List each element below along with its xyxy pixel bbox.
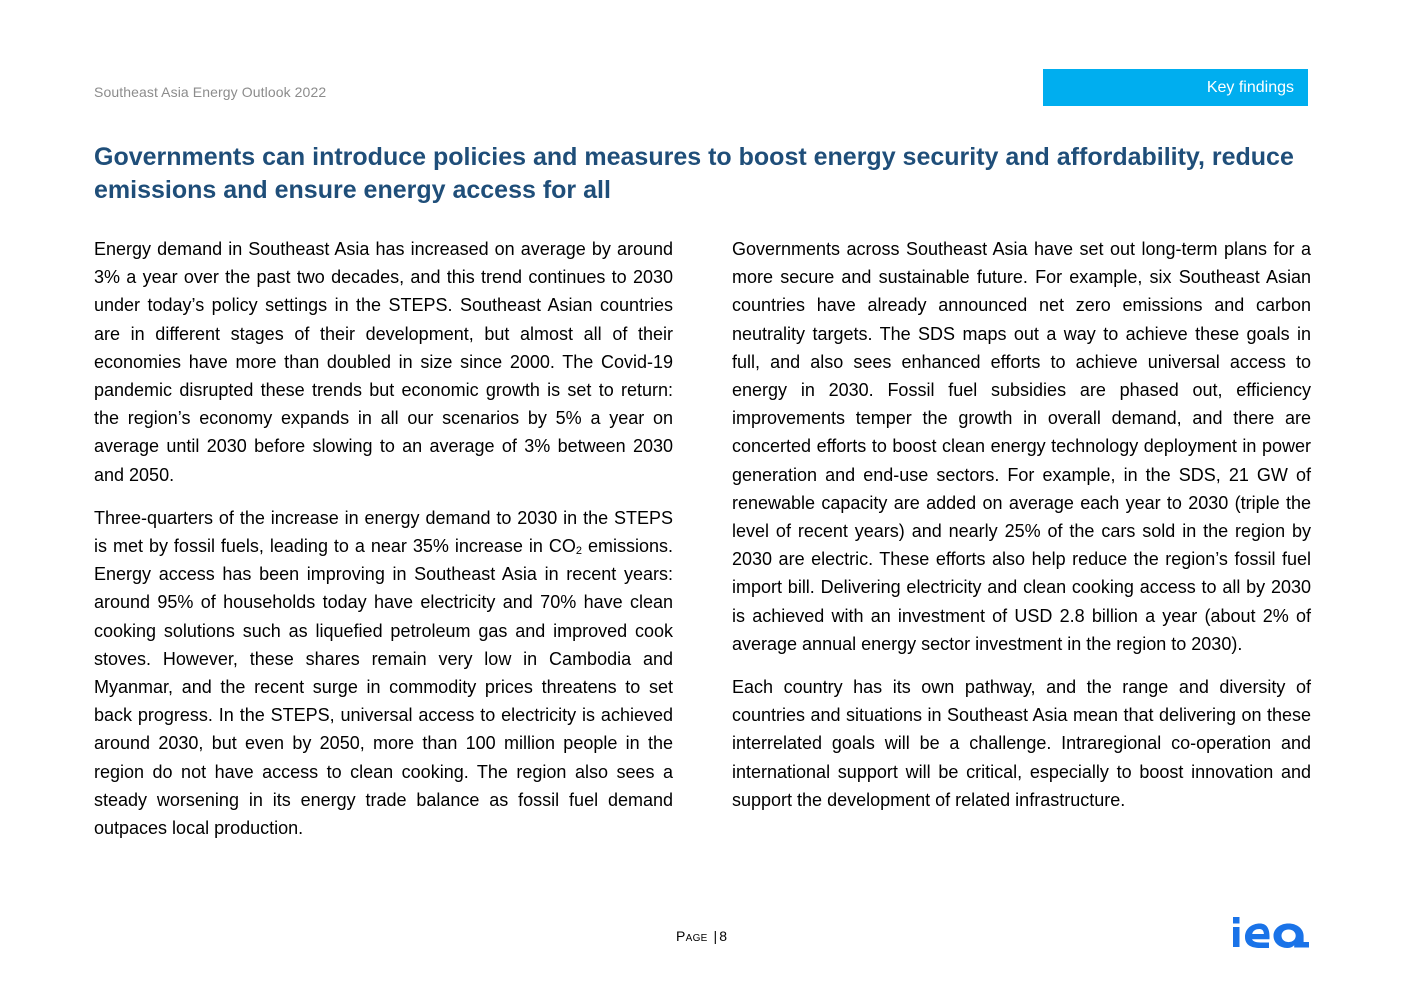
left-column: [94, 235, 673, 857]
page-separator: |: [713, 928, 718, 944]
report-title: Southeast Asia Energy Outlook 2022: [94, 84, 327, 100]
left-paragraph-2-part-2: emissions. Energy access has been improving in Southeast Asia in recent years: around 95% of households today have electricity and 70% have clean cooking solutions such as liquefied petroleum gas and improved cook stoves. However, these shares remain very low in Cambodia and Myanmar, and the recent surge in commodity prices threatens to set back progress. In the STEPS, universal access to electricity is achieved around 2030, but even by 2050, more than 100 million people in the region do not have access to clean cooking. The region also sees a steady worsening in its energy trade balance as fossil fuel demand outpaces local production.: [94, 536, 673, 839]
page-headline: Governments can introduce policies and measures to boost energy security and affordability, reduce emissions and ensure energy access for all: [94, 143, 1294, 204]
iea-logo-icon: [1232, 913, 1310, 951]
page-number: [0, 928, 1403, 944]
section-tab-key-findings: Key findings: [1043, 69, 1308, 106]
page-number-value: 8: [719, 928, 727, 944]
page-label: Page: [676, 928, 708, 944]
right-paragraph-2: Each country has its own pathway, and the range and diversity of countries and situations in Southeast Asia mean that delivering on these interrelated goals will be a challenge. Intraregional co-operation and international support will be critical, especially to boost innovation and support the development of related infrastructure.: [732, 677, 1311, 810]
right-paragraph-1: Governments across Southeast Asia have set out long-term plans for a more secure and sustainable future. For example, six Southeast Asian countries have already announced net zero emissions and carbon neutrality targets. The SDS maps out a way to achieve these goals in full, and also sees enhanced efforts to achieve universal access to energy in 2030. Fossil fuel subsidies are phased out, efficiency improvements temper the growth in overall demand, and there are concerted efforts to boost clean energy technology deployment in power generation and end-use sectors. For example, in the SDS, 21 GW of renewable capacity are added on average each year to 2030 (triple the level of recent years) and nearly 25% of the cars sold in the region by 2030 are electric. These efforts also help reduce the region’s fossil fuel import bill. Delivering electricity and clean cooking access to all by 2030 is achieved with an investment of USD 2.8 billion a year (about 2% of average annual energy sector investment in the region to 2030).: [732, 239, 1311, 654]
right-column: [732, 235, 1311, 829]
left-paragraph-1: Energy demand in Southeast Asia has increased on average by around 3% a year over the past two decades, and this trend continues to 2030 under today’s policy settings in the STEPS. Southeast Asian countries are in different stages of their development, but almost all of their economies have more than doubled in size since 2000. The Covid-19 pandemic disrupted these trends but economic growth is set to return: the region’s economy expands in all our scenarios by 5% a year on average until 2030 before slowing to an average of 3% between 2030 and 2050.: [94, 239, 673, 485]
left-paragraph-2-part-1: Three-quarters of the increase in energy demand to 2030 in the STEPS is met by fossil fuels, leading to a near 35% increase in CO: [94, 507, 673, 557]
co2-subscript: 2: [575, 545, 582, 558]
left-paragraph-2: [94, 504, 673, 842]
